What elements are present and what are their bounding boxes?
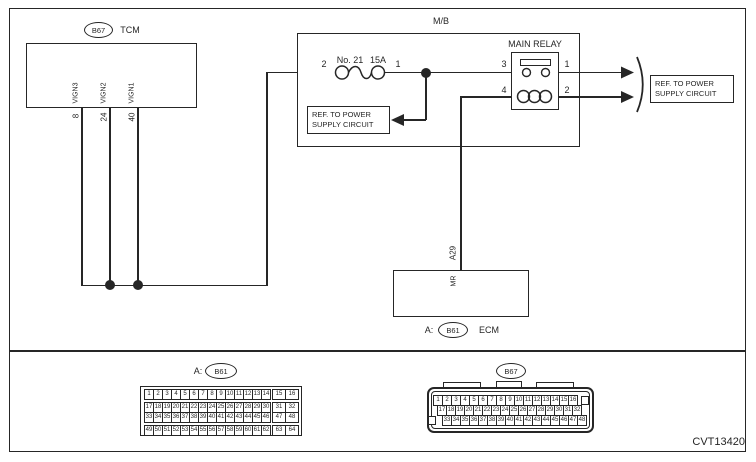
pin-cell: 42 <box>523 415 533 426</box>
pin-cell: 60 <box>243 425 253 436</box>
tcm-pin-8: 8 <box>71 113 81 119</box>
pin-cell: 11 <box>234 389 244 400</box>
pin-cell: 46 <box>559 415 569 426</box>
pin-cell: 61 <box>252 425 262 436</box>
relay-terminal-4: 4 <box>501 85 507 95</box>
tcm-connector-badge: B67 <box>84 22 113 38</box>
pin-cell: 14 <box>261 389 271 400</box>
tcm-pin-24: 24 <box>99 112 109 122</box>
pin-cell: 31 <box>563 405 573 416</box>
pin-cell: 41 <box>216 412 226 423</box>
pin-cell: 3 <box>162 389 172 400</box>
fuse-rating: 15A <box>369 55 387 65</box>
pin-cell: 6 <box>189 389 199 400</box>
pin-cell: 11 <box>523 395 533 406</box>
pin-cell: 46 <box>261 412 271 423</box>
b61-pin-grid-left <box>144 389 271 436</box>
pin-cell: 8 <box>496 395 506 406</box>
connector-pin-row <box>144 389 271 400</box>
b67-view-badge: B67 <box>496 363 526 379</box>
wire-relay4-out <box>460 96 512 99</box>
pin-cell: 12 <box>243 389 253 400</box>
pin-cell: 2 <box>442 395 452 406</box>
ref-power-box-left <box>307 106 390 134</box>
pin-cell: 27 <box>527 405 537 416</box>
pin-cell: 5 <box>469 395 479 406</box>
pin-cell: 12 <box>532 395 542 406</box>
ecm-pin-a29: A29 <box>448 245 458 261</box>
wire-fuse-to-relay <box>384 72 512 74</box>
main-relay-label: MAIN RELAY <box>508 39 562 49</box>
pin-cell: 24 <box>500 405 510 416</box>
pin-cell: 34 <box>153 412 163 423</box>
pin-cell: 14 <box>550 395 560 406</box>
pin-cell: 59 <box>234 425 244 436</box>
pin-cell: 45 <box>252 412 262 423</box>
pin-cell: 37 <box>478 415 488 426</box>
wire-vign2 <box>109 108 111 286</box>
pin-cell: 47 <box>272 412 286 423</box>
pin-cell: 47 <box>568 415 578 426</box>
wire-ref-drop <box>425 73 427 121</box>
pin-cell: 52 <box>171 425 181 436</box>
relay-terminal-2: 2 <box>564 85 570 95</box>
pin-cell: 10 <box>225 389 235 400</box>
connector-pin-row <box>144 425 271 436</box>
b61-view-prefix: A: <box>193 366 203 376</box>
pin-cell: 22 <box>482 405 492 416</box>
tcm-label: TCM <box>120 25 140 35</box>
pin-cell: 20 <box>171 402 181 413</box>
pin-cell: 30 <box>554 405 564 416</box>
pin-cell: 44 <box>243 412 253 423</box>
mb-label: M/B <box>432 16 450 26</box>
pin-cell: 63 <box>272 425 286 436</box>
pin-cell: 37 <box>180 412 190 423</box>
pin-cell: 1 <box>433 395 443 406</box>
pin-cell: 1 <box>144 389 154 400</box>
b67-pin-grid <box>433 395 587 426</box>
pin-cell: 13 <box>541 395 551 406</box>
pin-cell: 16 <box>285 389 299 400</box>
pin-cell: 32 <box>572 405 582 416</box>
pin-cell: 16 <box>568 395 578 406</box>
pin-cell: 56 <box>207 425 217 436</box>
tcm-signal-vign2: VIGN2 <box>100 82 108 104</box>
pin-cell: 18 <box>446 405 456 416</box>
pin-cell: 24 <box>207 402 217 413</box>
wire-vign1 <box>137 108 139 286</box>
wire-relay1-out <box>558 72 622 74</box>
pin-cell: 19 <box>455 405 465 416</box>
fuse-terminal-right: 1 <box>395 59 401 69</box>
pin-cell: 17 <box>144 402 154 413</box>
ref-power-left-line2: SUPPLY CIRCUIT <box>312 120 374 129</box>
pin-cell: 8 <box>207 389 217 400</box>
pin-cell: 48 <box>285 412 299 423</box>
ref-power-right-line2: SUPPLY CIRCUIT <box>655 89 717 98</box>
pin-cell: 40 <box>505 415 515 426</box>
pin-cell: 27 <box>234 402 244 413</box>
pin-cell: 33 <box>144 412 154 423</box>
pin-cell: 31 <box>272 402 286 413</box>
ecm-label: ECM <box>479 325 499 335</box>
pin-cell: 49 <box>144 425 154 436</box>
pin-cell: 44 <box>541 415 551 426</box>
pin-cell: 50 <box>153 425 163 436</box>
pin-cell: 53 <box>180 425 190 436</box>
pin-cell: 25 <box>509 405 519 416</box>
pin-cell: 38 <box>487 415 497 426</box>
b61-view-badge: B61 <box>205 363 237 379</box>
b67-key-slot-bottom <box>428 416 436 425</box>
pin-cell: 26 <box>225 402 235 413</box>
connector-pin-row <box>144 412 271 423</box>
pin-cell: 42 <box>225 412 235 423</box>
pin-cell: 33 <box>442 415 452 426</box>
pin-cell: 4 <box>171 389 181 400</box>
pin-cell: 23 <box>491 405 501 416</box>
pin-cell: 36 <box>469 415 479 426</box>
b67-key-slot-top <box>581 396 589 405</box>
pin-cell: 39 <box>496 415 506 426</box>
pin-cell: 40 <box>207 412 217 423</box>
pin-cell: 9 <box>216 389 226 400</box>
b61-pin-grid-right <box>272 389 299 436</box>
pin-cell: 5 <box>180 389 190 400</box>
pin-cell: 9 <box>505 395 515 406</box>
pin-cell: 35 <box>162 412 172 423</box>
pin-cell: 22 <box>189 402 199 413</box>
pin-cell: 25 <box>216 402 226 413</box>
figure-code: CVT13420 <box>692 436 745 448</box>
pin-cell: 39 <box>198 412 208 423</box>
pin-cell: 29 <box>545 405 555 416</box>
pin-cell: 43 <box>532 415 542 426</box>
tcm-signal-vign1: VIGN1 <box>128 82 136 104</box>
wire-ref-left <box>402 119 426 121</box>
pin-cell: 21 <box>473 405 483 416</box>
pin-cell: 6 <box>478 395 488 406</box>
wire-relay2-out <box>558 96 622 99</box>
fuse-name: No. 21 <box>336 55 364 65</box>
pin-cell: 18 <box>153 402 163 413</box>
pin-cell: 62 <box>261 425 271 436</box>
pin-cell: 15 <box>559 395 569 406</box>
pin-cell: 21 <box>180 402 190 413</box>
pin-cell: 58 <box>225 425 235 436</box>
pin-cell: 51 <box>162 425 172 436</box>
tcm-box <box>26 43 197 108</box>
connector-pin-row <box>272 425 299 436</box>
pin-cell: 38 <box>189 412 199 423</box>
pin-cell: 29 <box>252 402 262 413</box>
section-divider <box>9 350 746 352</box>
pin-cell: 23 <box>198 402 208 413</box>
pin-cell: 55 <box>198 425 208 436</box>
pin-cell: 10 <box>514 395 524 406</box>
ref-power-left-line1: REF. TO POWER <box>312 110 371 119</box>
tcm-signal-vign3: VIGN3 <box>72 82 80 104</box>
pin-cell: 30 <box>261 402 271 413</box>
pin-cell: 35 <box>460 415 470 426</box>
fuse-terminal-left: 2 <box>321 59 327 69</box>
wire-vign3 <box>81 108 83 286</box>
tcm-pin-40: 40 <box>127 112 137 122</box>
pin-cell: 7 <box>198 389 208 400</box>
ecm-box <box>393 270 529 317</box>
pin-cell: 2 <box>153 389 163 400</box>
connector-pin-row <box>442 415 587 426</box>
pin-cell: 15 <box>272 389 286 400</box>
pin-cell: 41 <box>514 415 524 426</box>
ecm-connector-prefix: A: <box>424 325 434 335</box>
pin-cell: 57 <box>216 425 226 436</box>
pin-cell: 26 <box>518 405 528 416</box>
pin-cell: 34 <box>451 415 461 426</box>
pin-cell: 64 <box>285 425 299 436</box>
pin-cell: 32 <box>285 402 299 413</box>
pin-cell: 20 <box>464 405 474 416</box>
pin-cell: 36 <box>171 412 181 423</box>
pin-cell: 3 <box>451 395 461 406</box>
connector-pin-row <box>272 389 299 400</box>
pin-cell: 45 <box>550 415 560 426</box>
pin-cell: 28 <box>243 402 253 413</box>
pin-cell: 13 <box>252 389 262 400</box>
wire-riser <box>266 73 268 287</box>
pin-cell: 4 <box>460 395 470 406</box>
pin-cell: 48 <box>577 415 587 426</box>
ecm-connector-badge: B61 <box>438 322 468 338</box>
ref-power-box-right <box>650 75 734 103</box>
pin-cell: 54 <box>189 425 199 436</box>
pin-cell: 19 <box>162 402 172 413</box>
ecm-signal-mr: MR <box>450 275 458 287</box>
pin-cell: 17 <box>437 405 447 416</box>
pin-cell: 43 <box>234 412 244 423</box>
pin-cell: 28 <box>536 405 546 416</box>
connector-pin-row <box>272 412 299 423</box>
relay-contact-bar <box>520 59 551 66</box>
relay-terminal-1: 1 <box>564 59 570 69</box>
pin-cell: 7 <box>487 395 497 406</box>
relay-terminal-3: 3 <box>501 59 507 69</box>
wire-mr-drop <box>460 96 463 271</box>
ref-power-right-line1: REF. TO POWER <box>655 79 714 88</box>
